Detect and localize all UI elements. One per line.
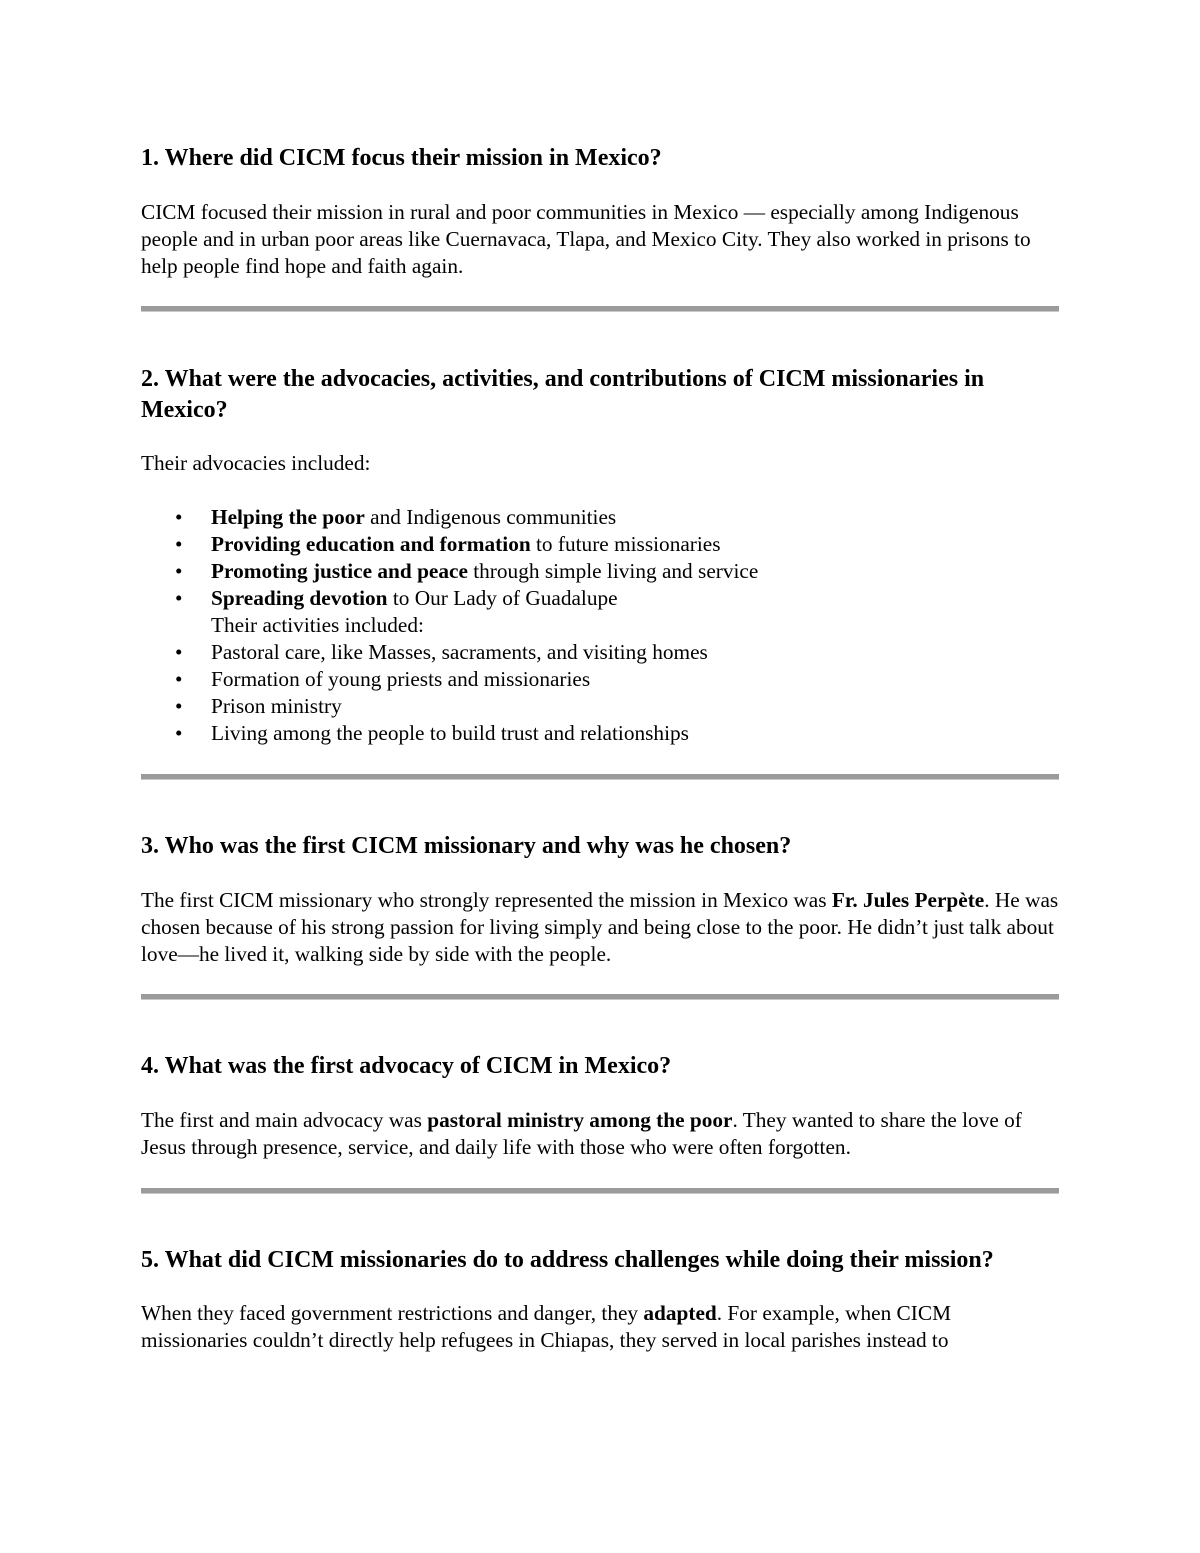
- bullet-icon: •: [175, 559, 183, 583]
- emphasis-text: pastoral ministry among the poor: [427, 1108, 733, 1132]
- bullet-icon: •: [175, 532, 183, 556]
- missionary-name: Fr. Jules Perpète: [831, 888, 985, 912]
- question-heading-1: 1. Where did CICM focus their mission in Mexico?: [141, 145, 662, 171]
- advocacies-intro: Their advocacies included:: [141, 451, 371, 475]
- activities-intro: Their activities included:: [211, 613, 424, 637]
- list-item: • Pastoral care, like Masses, sacraments, and visiting homes: [175, 640, 708, 664]
- answer-paragraph-3: The first CICM missionary who strongly represented the mission in Mexico was Fr. Jules Perpète. He was chosen because of his strong passion for living simply and being close to the poor. He didn’t just talk about love—he lived it, walking side by side with the people.: [141, 888, 1059, 966]
- question-heading-3: 3. Who was the first CICM missionary and why was he chosen?: [141, 833, 792, 859]
- bullet-icon: •: [175, 505, 183, 529]
- section-divider-3: [141, 994, 1059, 1000]
- question-section-3: [141, 831, 1059, 968]
- list-item: • Providing education and formation to future missionaries: [175, 532, 721, 556]
- answer-paragraph-5: When they faced government restrictions and danger, they adapted. For example, when CICM missionaries couldn’t directly help refugees in Chiapas, they served in local parishes instead to: [141, 1301, 952, 1352]
- question-section-5: [141, 1245, 1059, 1354]
- answer-paragraph-4: The first and main advocacy was pastoral ministry among the poor. They wanted to share the love of Jesus through presence, service, and daily life with those who were often forgotten.: [141, 1108, 1022, 1159]
- question-heading-4: 4. What was the first advocacy of CICM in Mexico?: [141, 1053, 672, 1079]
- list-item: • Spreading devotion to Our Lady of Guadalupe: [175, 586, 618, 610]
- list-item: • Promoting justice and peace through simple living and service: [175, 559, 759, 583]
- question-section-4: [141, 1051, 1059, 1161]
- bullet-icon: •: [175, 586, 183, 610]
- answer-paragraph-1: CICM focused their mission in rural and poor communities in Mexico — especially among Indigenous people and in urban poor areas like Cuernavaca, Tlapa, and Mexico City. They also worked in prisons to help people find hope and faith again.: [141, 200, 1031, 278]
- list-item: • Helping the poor and Indigenous communities: [175, 505, 617, 529]
- question-heading-2: 2. What were the advocacies, activities, and contributions of CICM missionaries in Mexico?: [141, 366, 985, 423]
- bullet-icon: •: [175, 667, 183, 691]
- section-divider-2: [141, 774, 1059, 780]
- question-heading-5: 5. What did CICM missionaries do to address challenges while doing their mission?: [141, 1247, 994, 1273]
- activities-list: [141, 639, 1059, 747]
- bullet-icon: •: [175, 640, 183, 664]
- section-divider-4: [141, 1188, 1059, 1194]
- list-item: • Formation of young priests and missionaries: [175, 667, 591, 691]
- list-item: • Prison ministry: [175, 694, 342, 718]
- list-item: • Living among the people to build trust and relationships: [175, 721, 689, 745]
- bullet-icon: •: [175, 694, 183, 718]
- emphasis-text: adapted: [643, 1301, 717, 1325]
- question-section-1: [141, 143, 1059, 280]
- question-section-2: [141, 364, 1059, 747]
- advocacies-list: [141, 504, 1059, 612]
- section-divider-1: [141, 306, 1059, 312]
- bullet-icon: •: [175, 721, 183, 745]
